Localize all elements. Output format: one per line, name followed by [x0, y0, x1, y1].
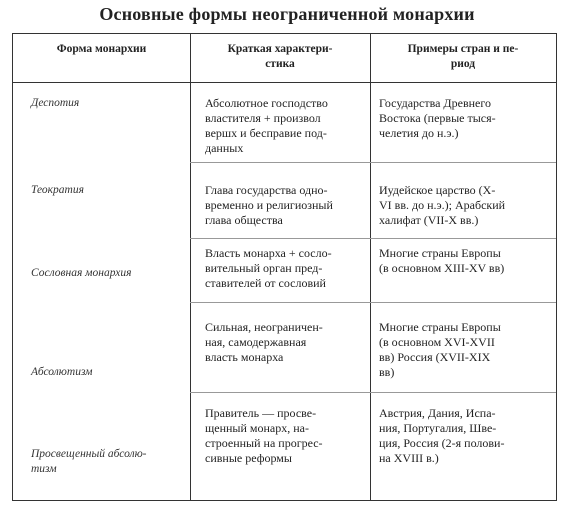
row-4-form: Абсолютизм	[31, 366, 93, 378]
row-4-examples-line: (в основном XVI-XVII	[379, 335, 495, 349]
row-3-description-line: вительный орган пред-	[205, 261, 323, 275]
row-5-form-line2: тизм	[31, 463, 57, 475]
monarchy-table	[12, 33, 557, 501]
row-1-form: Деспотия	[31, 97, 80, 109]
row-1-examples-line: челетия до н.э.)	[379, 126, 459, 140]
column-divider-1	[190, 34, 191, 500]
row-3-examples-line: (в основном XIII-XV вв)	[379, 261, 505, 275]
row-4-desc-separator	[190, 392, 556, 393]
row-4-description-line: Сильная, неограничен-	[205, 320, 323, 334]
header-description	[190, 42, 370, 72]
row-2-examples	[379, 183, 555, 228]
row-3-form: Сословная монархия	[31, 267, 132, 279]
row-2-description-line: Глава государства одно-	[205, 183, 328, 197]
page-title: Основные формы неограниченной монархии	[99, 4, 475, 24]
row-1-description-line: властителя + произвол	[205, 111, 321, 125]
row-5-form-line1: Просвещенный абсолю-	[31, 448, 147, 460]
row-5-examples-line: на XVIII в.)	[379, 451, 439, 465]
row-2-desc-separator	[190, 238, 556, 239]
row-3-description-line: Власть монарха + сосло-	[205, 246, 332, 260]
row-3-description-line: ставителей от сословий	[205, 276, 326, 290]
row-5-description-line: щенный монарх, на-	[205, 421, 309, 435]
row-2-description	[205, 183, 367, 228]
row-4-examples-line: вв)	[379, 365, 395, 379]
row-1-description-line: Абсолютное господство	[205, 96, 328, 110]
row-5-form	[31, 447, 147, 477]
row-4-examples-line: вв) Россия (XVII-XIX	[379, 350, 491, 364]
row-5-examples	[379, 406, 555, 466]
row-4-examples	[379, 320, 555, 380]
header-examples-line2: риод	[450, 58, 476, 70]
row-5-description	[205, 406, 367, 466]
row-5-description-line: Правитель — просве-	[205, 406, 317, 420]
header-description-line1: Краткая характери-	[227, 43, 333, 55]
row-4-description-line: ная, самодержавная	[205, 335, 307, 349]
row-3-description	[205, 246, 367, 291]
row-5-examples-line: ния, Португалия, Шве-	[379, 421, 497, 435]
header-divider	[13, 82, 556, 83]
row-1-description	[205, 96, 367, 156]
row-4-description-line: власть монарха	[205, 350, 284, 364]
row-2-description-line: временно и религиозный	[205, 198, 333, 212]
row-3-examples	[379, 246, 555, 276]
row-1-desc-separator	[190, 162, 556, 163]
header-form: Форма монархии	[56, 43, 147, 55]
row-5-examples-line: Австрия, Дания, Испа-	[379, 406, 496, 420]
row-1-examples-line: Востока (первые тыся-	[379, 111, 496, 125]
row-2-description-line: глава общества	[205, 213, 283, 227]
row-2-examples-line: Иудейское царство (X-	[379, 183, 496, 197]
row-2-examples-line: VI вв. до н.э.); Арабский	[379, 198, 506, 212]
column-divider-2	[370, 34, 371, 500]
row-1-description-line: вершх и бесправие под-	[205, 126, 327, 140]
row-4-examples-line: Многие страны Европы	[379, 320, 501, 334]
header-description-line2: стика	[265, 58, 295, 70]
row-2-examples-line: халифат (VII-X вв.)	[379, 213, 479, 227]
row-2-form: Теократия	[31, 184, 84, 196]
row-5-description-line: сивные реформы	[205, 451, 292, 465]
header-examples-line1: Примеры стран и пе-	[407, 43, 519, 55]
row-3-desc-separator	[190, 302, 556, 303]
row-5-description-line: строенный на прогрес-	[205, 436, 323, 450]
row-3-examples-line: Многие страны Европы	[379, 246, 501, 260]
row-1-description-line: данных	[205, 141, 244, 155]
row-5-examples-line: ция, Россия (2-я полови-	[379, 436, 505, 450]
row-1-examples	[379, 96, 555, 141]
row-4-description	[205, 320, 367, 365]
row-1-examples-line: Государства Древнего	[379, 96, 491, 110]
header-examples	[370, 42, 556, 72]
